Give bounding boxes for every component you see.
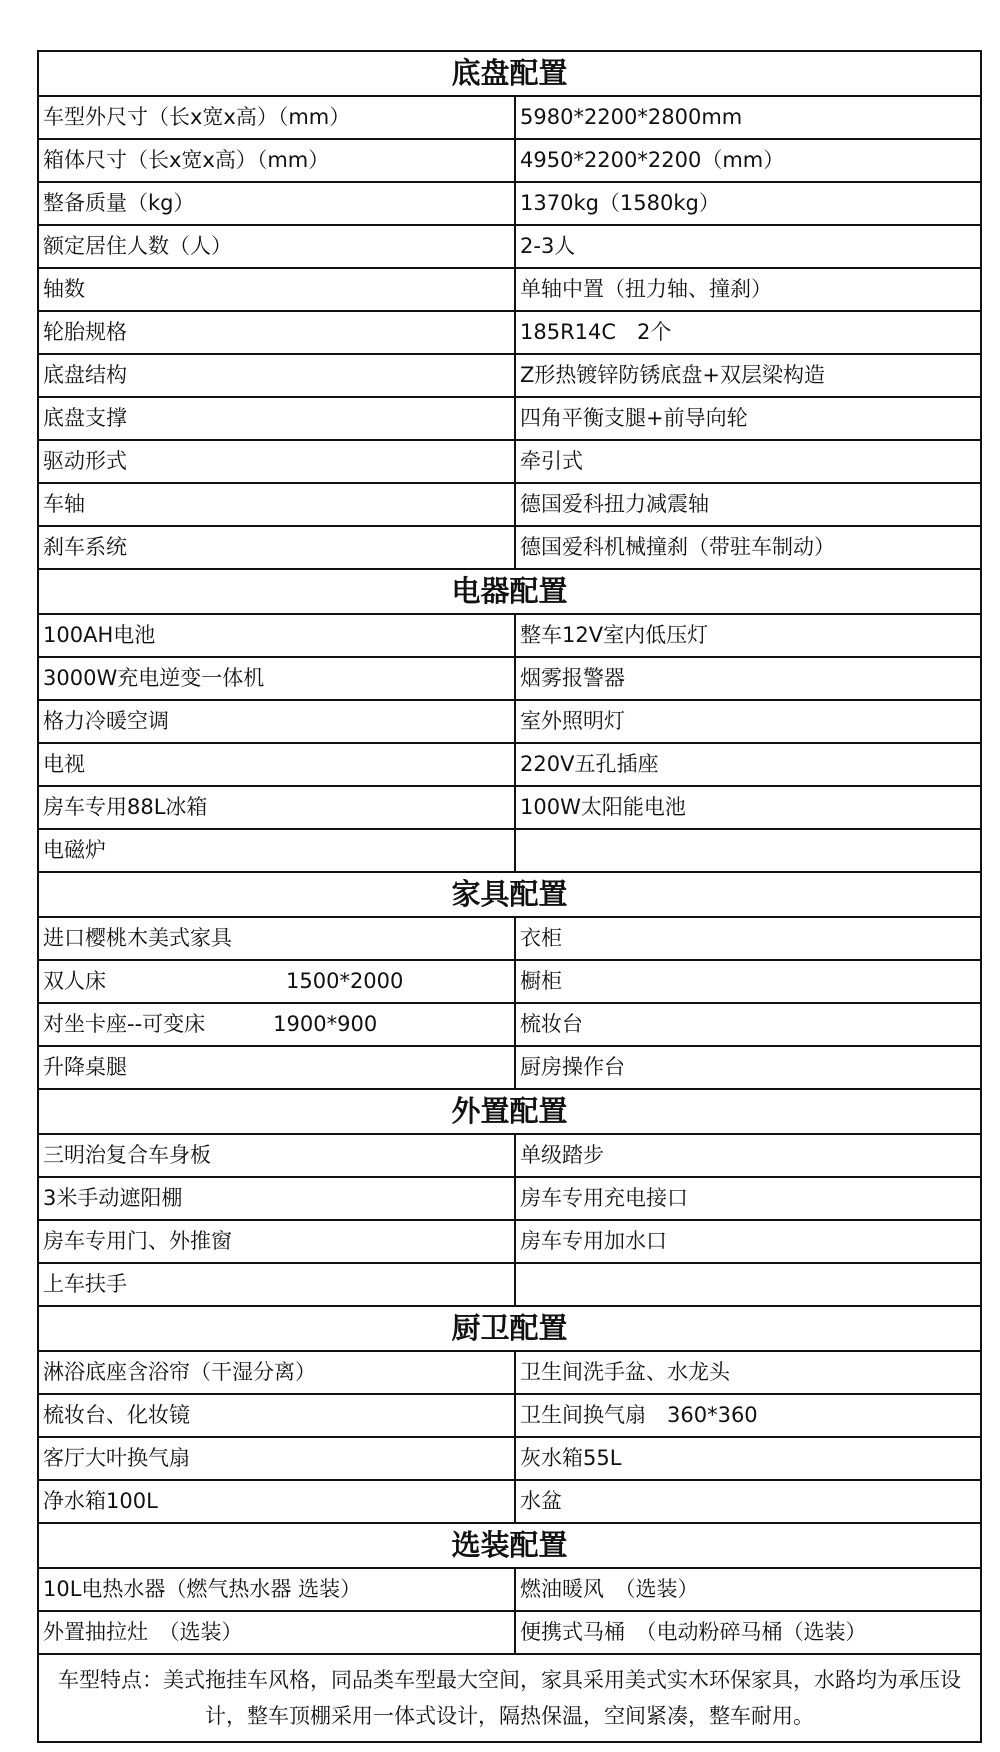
footer-row xyxy=(38,1654,981,1742)
equipment-item: 梳妆台、化妆镜 xyxy=(38,1394,515,1437)
equipment-item: 上车扶手 xyxy=(38,1263,515,1306)
equipment-item: 衣柜 xyxy=(515,917,981,960)
table-row xyxy=(38,182,981,225)
section-header-row xyxy=(38,872,981,917)
table-row xyxy=(38,614,981,657)
equipment-item: 卫生间换气扇 360*360 xyxy=(515,1394,981,1437)
equipment-item: 梳妆台 xyxy=(515,1003,981,1046)
spec-value: Z形热镀锌防锈底盘+双层梁构造 xyxy=(515,354,981,397)
seat-size: 1900*900 xyxy=(273,1012,378,1036)
equipment-item: 卫生间洗手盆、水龙头 xyxy=(515,1351,981,1394)
table-row xyxy=(38,1046,981,1089)
spec-label: 箱体尺寸（长x宽x高）（mm） xyxy=(38,139,515,182)
table-row xyxy=(38,483,981,526)
table-row xyxy=(38,1220,981,1263)
spec-value: 185R14C 2个 xyxy=(515,311,981,354)
equipment-item: 10L电热水器（燃气热水器 选装） xyxy=(38,1568,515,1611)
spec-label: 整备质量（kg） xyxy=(38,182,515,225)
table-row xyxy=(38,1480,981,1523)
spec-label: 刹车系统 xyxy=(38,526,515,569)
section-title-kitchen-bath: 厨卫配置 xyxy=(38,1306,981,1351)
table-row xyxy=(38,829,981,872)
table-row xyxy=(38,526,981,569)
spec-label: 底盘结构 xyxy=(38,354,515,397)
table-row xyxy=(38,354,981,397)
section-header-row xyxy=(38,569,981,614)
table-row xyxy=(38,960,981,1003)
section-header-row xyxy=(38,1523,981,1568)
equipment-item: 格力冷暖空调 xyxy=(38,700,515,743)
equipment-item: 灰水箱55L xyxy=(515,1437,981,1480)
spec-value: 单轴中置（扭力轴、撞刹） xyxy=(515,268,981,311)
equipment-item xyxy=(515,1263,981,1306)
table-row xyxy=(38,1394,981,1437)
equipment-item: 房车专用加水口 xyxy=(515,1220,981,1263)
section-title-furniture: 家具配置 xyxy=(38,872,981,917)
table-row xyxy=(38,440,981,483)
spec-label: 车型外尺寸（长x宽x高）（mm） xyxy=(38,96,515,139)
table-row xyxy=(38,743,981,786)
equipment-item: 淋浴底座含浴帘（干湿分离） xyxy=(38,1351,515,1394)
equipment-item: 厨房操作台 xyxy=(515,1046,981,1089)
spec-value: 2-3人 xyxy=(515,225,981,268)
spec-value: 5980*2200*2800mm xyxy=(515,96,981,139)
vehicle-features-note: 车型特点：美式拖挂车风格，同品类车型最大空间，家具采用美式实木环保家具，水路均为承压设计，整车顶棚采用一体式设计，隔热保温，空间紧凑，整车耐用。 xyxy=(38,1654,981,1742)
bed-size: 1500*2000 xyxy=(286,969,404,993)
equipment-item xyxy=(38,1003,515,1046)
equipment-item: 室外照明灯 xyxy=(515,700,981,743)
table-row xyxy=(38,700,981,743)
equipment-item: 3米手动遮阳棚 xyxy=(38,1177,515,1220)
section-title-electrical: 电器配置 xyxy=(38,569,981,614)
equipment-item: 房车专用充电接口 xyxy=(515,1177,981,1220)
section-title-chassis: 底盘配置 xyxy=(38,51,981,96)
table-row xyxy=(38,1568,981,1611)
table-row xyxy=(38,1611,981,1654)
section-title-exterior: 外置配置 xyxy=(38,1089,981,1134)
spec-value: 德国爱科机械撞刹（带驻车制动） xyxy=(515,526,981,569)
table-row xyxy=(38,397,981,440)
equipment-item: 橱柜 xyxy=(515,960,981,1003)
spec-label: 轴数 xyxy=(38,268,515,311)
table-row xyxy=(38,786,981,829)
equipment-item: 净水箱100L xyxy=(38,1480,515,1523)
table-row xyxy=(38,139,981,182)
spec-label: 轮胎规格 xyxy=(38,311,515,354)
spec-value: 四角平衡支腿+前导向轮 xyxy=(515,397,981,440)
table-row xyxy=(38,225,981,268)
equipment-item xyxy=(38,960,515,1003)
equipment-item: 烟雾报警器 xyxy=(515,657,981,700)
equipment-item: 三明治复合车身板 xyxy=(38,1134,515,1177)
equipment-item: 便携式马桶 （电动粉碎马桶（选装） xyxy=(515,1611,981,1654)
spec-value: 1370kg（1580kg） xyxy=(515,182,981,225)
table-row xyxy=(38,1003,981,1046)
equipment-item: 整车12V室内低压灯 xyxy=(515,614,981,657)
table-row xyxy=(38,311,981,354)
equipment-item: 电磁炉 xyxy=(38,829,515,872)
equipment-item: 升降桌腿 xyxy=(38,1046,515,1089)
table-row xyxy=(38,917,981,960)
table-row xyxy=(38,1134,981,1177)
spec-label: 底盘支撑 xyxy=(38,397,515,440)
equipment-item: 100W太阳能电池 xyxy=(515,786,981,829)
spec-table xyxy=(37,50,982,1743)
equipment-item: 220V五孔插座 xyxy=(515,743,981,786)
spec-label: 驱动形式 xyxy=(38,440,515,483)
spec-value: 牵引式 xyxy=(515,440,981,483)
equipment-item: 电视 xyxy=(38,743,515,786)
equipment-item: 外置抽拉灶 （选装） xyxy=(38,1611,515,1654)
equipment-item: 客厅大叶换气扇 xyxy=(38,1437,515,1480)
table-row xyxy=(38,1263,981,1306)
equipment-item: 3000W充电逆变一体机 xyxy=(38,657,515,700)
section-header-row xyxy=(38,51,981,96)
spec-label: 额定居住人数（人） xyxy=(38,225,515,268)
equipment-item: 房车专用88L冰箱 xyxy=(38,786,515,829)
spec-value: 4950*2200*2200（mm） xyxy=(515,139,981,182)
equipment-item: 房车专用门、外推窗 xyxy=(38,1220,515,1263)
equipment-item: 水盆 xyxy=(515,1480,981,1523)
equipment-item xyxy=(515,829,981,872)
section-title-optional: 选装配置 xyxy=(38,1523,981,1568)
section-header-row xyxy=(38,1089,981,1134)
equipment-item: 100AH电池 xyxy=(38,614,515,657)
table-row xyxy=(38,657,981,700)
table-row xyxy=(38,96,981,139)
table-row xyxy=(38,1351,981,1394)
bed-label: 双人床 xyxy=(43,969,106,993)
equipment-item: 进口樱桃木美式家具 xyxy=(38,917,515,960)
spec-value: 德国爱科扭力减震轴 xyxy=(515,483,981,526)
equipment-item: 燃油暖风 （选装） xyxy=(515,1568,981,1611)
spec-label: 车轴 xyxy=(38,483,515,526)
table-row xyxy=(38,1437,981,1480)
seat-label: 对坐卡座--可变床 xyxy=(43,1012,206,1036)
table-row xyxy=(38,268,981,311)
equipment-item: 单级踏步 xyxy=(515,1134,981,1177)
table-row xyxy=(38,1177,981,1220)
section-header-row xyxy=(38,1306,981,1351)
